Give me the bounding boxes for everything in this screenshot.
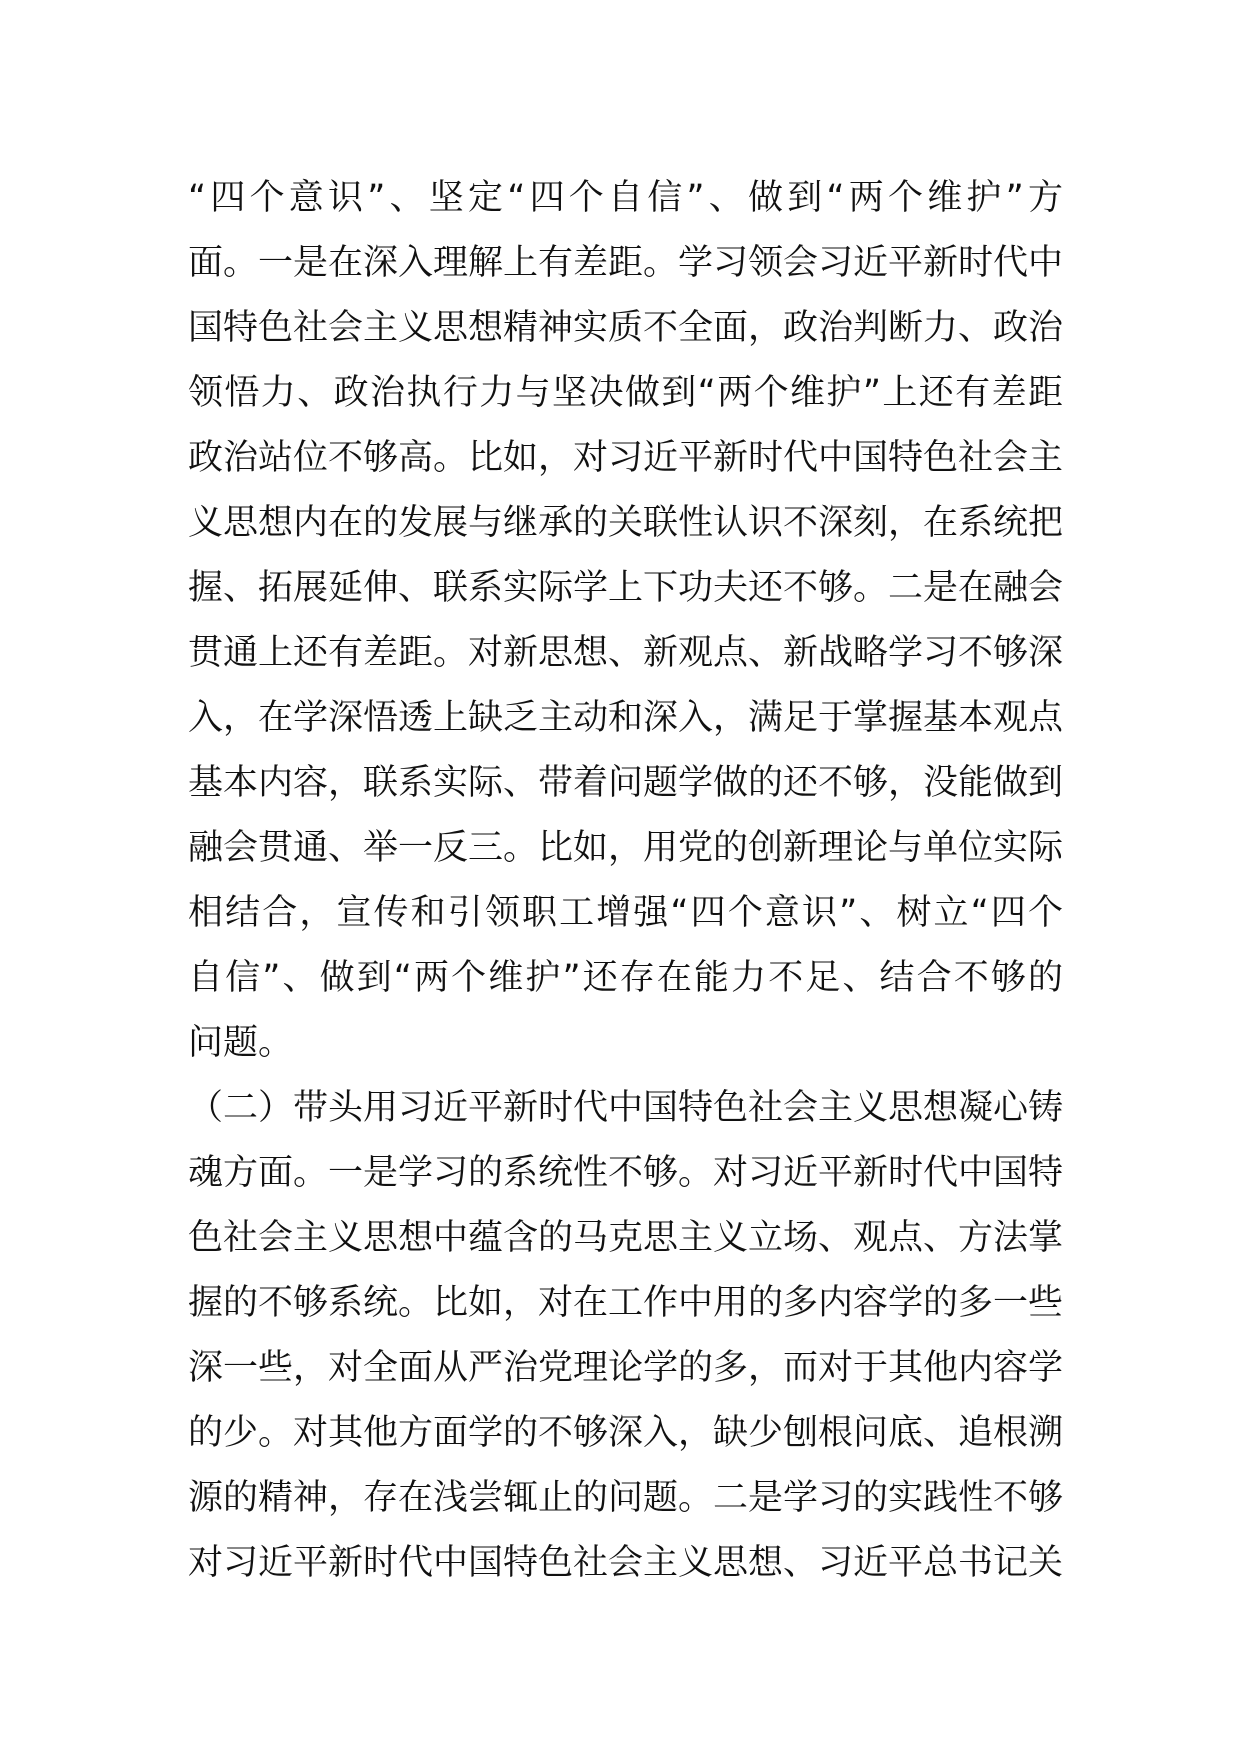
body-text xyxy=(188,166,1063,1596)
text-line: 义思想内在的发展与继承的关联性认识不深刻，在系统把 xyxy=(188,503,1064,543)
text-line: 国特色社会主义思想精神实质不全面，政治判断力、政治 xyxy=(188,308,1064,348)
text-line: 握、拓展延伸、联系实际学上下功夫还不够。二是在融会 xyxy=(188,568,1064,608)
text-line: 入，在学深悟透上缺乏主动和深入，满足于掌握基本观点 xyxy=(188,698,1064,738)
text-line: 面。一是在深入理解上有差距。学习领会习近平新时代中 xyxy=(188,243,1064,283)
text-line: “四个意识”、坚定“四个自信”、做到“两个维护”方 xyxy=(188,178,1063,218)
text-line: 问题。 xyxy=(188,1023,294,1063)
text-line: 深一些，对全面从严治党理论学的多，而对于其他内容学 xyxy=(188,1348,1064,1388)
text-line: 融会贯通、举一反三。比如，用党的创新理论与单位实际 xyxy=(188,828,1064,868)
text-line: 对习近平新时代中国特色社会主义思想、习近平总书记关 xyxy=(188,1543,1064,1583)
text-line: 源的精神，存在浅尝辄止的问题。二是学习的实践性不够 xyxy=(188,1478,1064,1518)
text-line: 领悟力、政治执行力与坚决做到“两个维护”上还有差距 xyxy=(188,373,1063,413)
text-line: 政治站位不够高。比如，对习近平新时代中国特色社会主 xyxy=(188,438,1064,478)
text-line: 基本内容，联系实际、带着问题学做的还不够，没能做到 xyxy=(188,763,1064,803)
text-line: （二）带头用习近平新时代中国特色社会主义思想凝心铸 xyxy=(188,1088,1064,1128)
text-line: 魂方面。一是学习的系统性不够。对习近平新时代中国特 xyxy=(188,1153,1064,1193)
text-line: 贯通上还有差距。对新思想、新观点、新战略学习不够深 xyxy=(188,633,1064,673)
text-line: 握的不够系统。比如，对在工作中用的多内容学的多一些 xyxy=(188,1283,1064,1323)
text-line: 自信”、做到“两个维护”还存在能力不足、结合不够的 xyxy=(188,958,1063,998)
text-line: 色社会主义思想中蕴含的马克思主义立场、观点、方法掌 xyxy=(188,1218,1064,1258)
text-line: 的少。对其他方面学的不够深入，缺少刨根问底、追根溯 xyxy=(188,1413,1064,1453)
text-line: 相结合，宣传和引领职工增强“四个意识”、树立“四个 xyxy=(188,893,1063,933)
